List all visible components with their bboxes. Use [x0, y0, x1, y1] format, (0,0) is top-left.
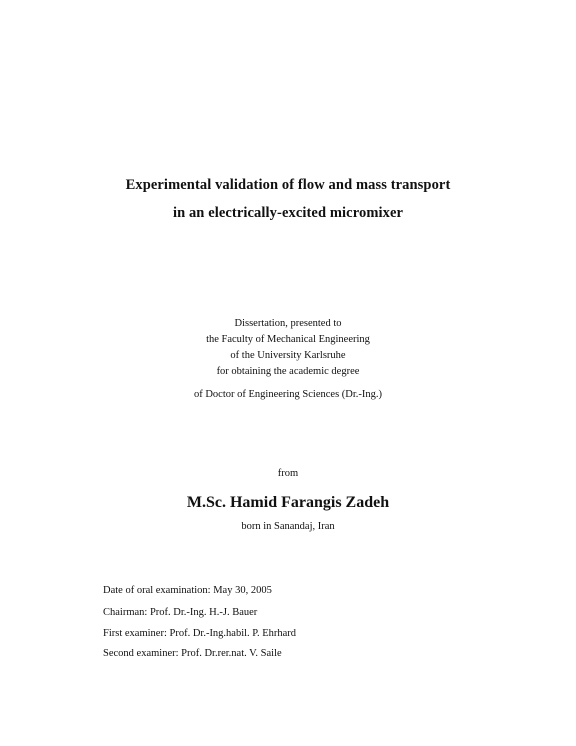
title-line-1: Experimental validation of flow and mass transport	[125, 177, 451, 193]
title-line-2: in an electrically-excited micromixer	[172, 205, 404, 221]
dissertation-line-4: for obtaining the academic degree	[216, 366, 360, 377]
author-birthplace: born in Sanandaj, Iran	[241, 521, 335, 532]
dissertation-line-3: of the University Karlsruhe	[230, 350, 346, 361]
dissertation-line-1: Dissertation, presented to	[234, 318, 342, 329]
dissertation-line-2: the Faculty of Mechanical Engineering	[206, 334, 370, 345]
first-examiner: First examiner: Prof. Dr.-Ing.habil. P. Ehrhard	[103, 628, 297, 639]
chairman: Chairman: Prof. Dr.-Ing. H.-J. Bauer	[103, 607, 258, 618]
dissertation-line-5: of Doctor of Engineering Sciences (Dr.-Ing.)	[193, 389, 383, 400]
from-label: from	[277, 468, 299, 479]
second-examiner: Second examiner: Prof. Dr.rer.nat. V. Saile	[103, 648, 282, 659]
author-name: M.Sc. Hamid Farangis Zadeh	[186, 494, 390, 511]
examination-date: Date of oral examination: May 30, 2005	[103, 585, 272, 596]
